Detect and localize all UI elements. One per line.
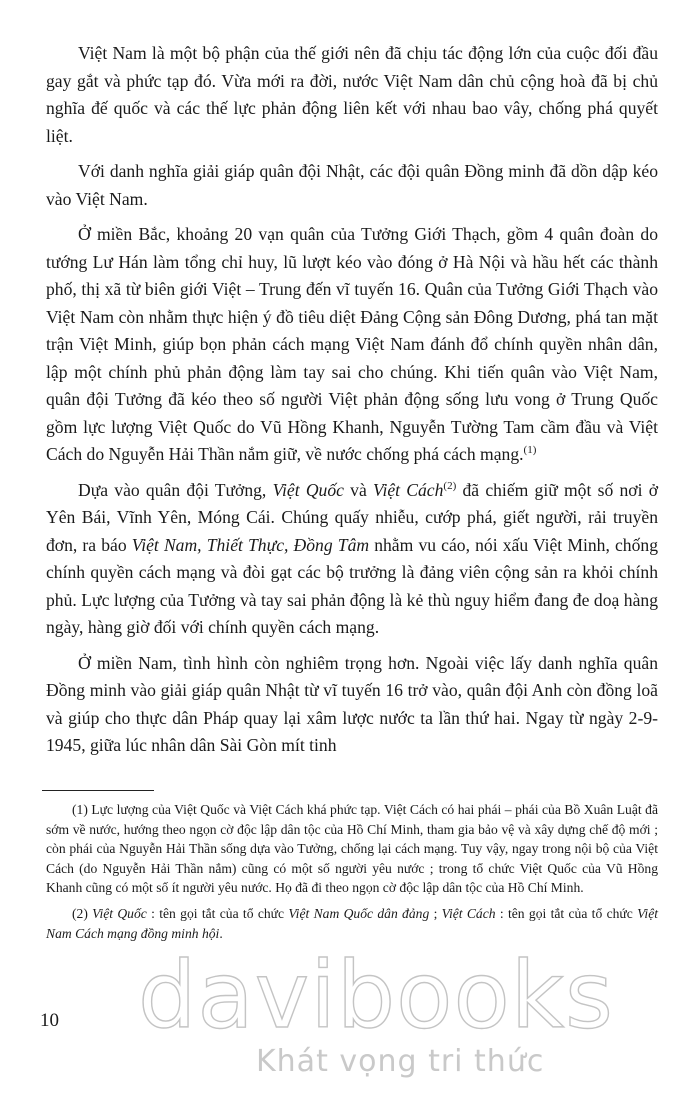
footnote-2-def-2: : tên gọi tắt của tổ chức — [495, 905, 638, 921]
footnote-1: (1) Lực lượng của Việt Quốc và Việt Cách khá phức tạp. Việt Cách có hai phái – phái của Bồ Xuân Luật đã sớm về nước, hướng theo ngọn cờ độc lập dân tộc của Hồ Chí Minh, tham gia bảo vệ và xây dựng chế độ mới ; còn phái của Nguyễn Hải Thần sống dựa vào Tưởng, chống lại cách mạng. Tuy vậy, ngay trong nội bộ của Việt Cách (do Nguyễn Hải Thần nắm) cũng có một số người yêu nước ; trong tổ chức Việt Quốc của Vũ Hồng Khanh cũng có một số ít người yêu nước. Họ đã đi theo ngọn cờ độc lập dân tộc của Hồ Chí Minh. — [46, 802, 658, 896]
footnote-ref-2: (2) — [443, 479, 457, 492]
paragraph-3 — [46, 221, 658, 469]
footnote-2-def-1: : tên gọi tắt của tổ chức — [146, 905, 289, 921]
paragraph-1: Việt Nam là một bộ phận của thế giới nên đã chịu tác động lớn của cuộc đối đầu gay gắt và phức tạp đó. Vừa mới ra đời, nước Việt Nam dân chủ cộng hoà đã bị chủ nghĩa đế quốc và các thế lực phản động liên kết với nhau bao vây, chống phá quyết liệt. — [46, 43, 658, 146]
footnote-2-name-2: Việt Nam Cách mạng đồng minh hội — [46, 905, 659, 941]
footnote-2 — [46, 904, 658, 943]
footnote-2-term-1: Việt Quốc — [92, 905, 147, 921]
newspaper-names: Việt Nam, Thiết Thực, Đồng Tâm — [131, 534, 370, 555]
paragraph-4-part-d: nhằm vu cáo, nói xấu Việt Minh, chống chính quyền cách mạng và đòi gạt các bộ trưởng là đảng viên cộng sản ra khỏi chính phủ. Lực lượng của Tưởng và tay sai phản động là kẻ thù nguy hiểm đang đe doạ hàng ngày, hàng giờ đối với chính quyền cách mạng. — [46, 534, 658, 637]
footnotes — [46, 800, 658, 949]
footnote-2-number: (2) — [72, 905, 93, 921]
page-number: 10 — [40, 1010, 59, 1031]
paragraph-4-part-b: và — [343, 479, 374, 500]
main-body-text — [46, 40, 658, 768]
watermark-slogan: Khát vọng tri thức — [256, 1044, 545, 1079]
footnote-divider — [42, 790, 154, 791]
watermark-brand: davibooks — [138, 942, 614, 1049]
paragraph-2: Với danh nghĩa giải giáp quân đội Nhật, các đội quân Đồng minh đã dồn dập kéo vào Việt Nam. — [46, 161, 658, 209]
footnote-ref-1: (1) — [523, 444, 537, 456]
paragraph-3-text: Ở miền Bắc, khoảng 20 vạn quân của Tưởng Giới Thạch, gồm 4 quân đoàn do tướng Lư Hán làm tổng chỉ huy, lũ lượt kéo vào đóng ở Hà Nội và hầu hết các thành phố, thị xã từ biên giới Việt – Trung đến vĩ tuyến 16. Quân của Tưởng Giới Thạch vào Việt Nam còn nhằm thực hiện ý đồ tiêu diệt Đảng Cộng sản Đông Dương, phá tan mặt trận Việt Minh, giúp bọn phản cách mạng Việt Nam đánh đổ chính quyền nhân dân, lập một chính phủ phản động làm tay sai cho chúng. Khi tiến quân vào Việt Nam, quân đội Tưởng đã kéo theo số người Việt phản động sống lưu vong ở Trung Quốc gồm lực lượng Việt Quốc do Vũ Hồng Khanh, Nguyễn Tường Tam cầm đầu và Việt Cách do Nguyễn Hải Thần nắm giữ, về nước chống phá cách mạng. — [46, 224, 658, 464]
paragraph-4-part-c: đã chiếm giữ một số nơi ở Yên Bái, Vĩnh Yên, Móng Cái. Chúng quấy nhiễu, cướp phá, giết người, rải truyền đơn, ra báo — [46, 479, 658, 555]
paragraph-4 — [46, 477, 658, 642]
footnote-2-end: . — [219, 925, 223, 941]
footnote-2-separator: ; — [429, 905, 442, 921]
paragraph-5: Ở miền Nam, tình hình còn nghiêm trọng hơn. Ngoài việc lấy danh nghĩa quân Đồng minh vào giải giáp quân Nhật từ vĩ tuyến 16 trở vào, quân đội Anh còn đồng loã và giúp cho thực dân Pháp quay lại xâm lược nước ta lần thứ hai. Ngay từ ngày 2-9-1945, giữa lúc nhân dân Sài Gòn mít tinh — [46, 652, 658, 755]
paragraph-4-part-a: Dựa vào quân đội Tưởng, — [78, 479, 273, 500]
footnote-2-name-1: Việt Nam Quốc dân đảng — [288, 905, 430, 921]
footnote-2-term-2: Việt Cách — [441, 905, 496, 921]
term-viet-cach: Việt Cách — [373, 479, 444, 500]
term-viet-quoc: Việt Quốc — [272, 479, 344, 500]
